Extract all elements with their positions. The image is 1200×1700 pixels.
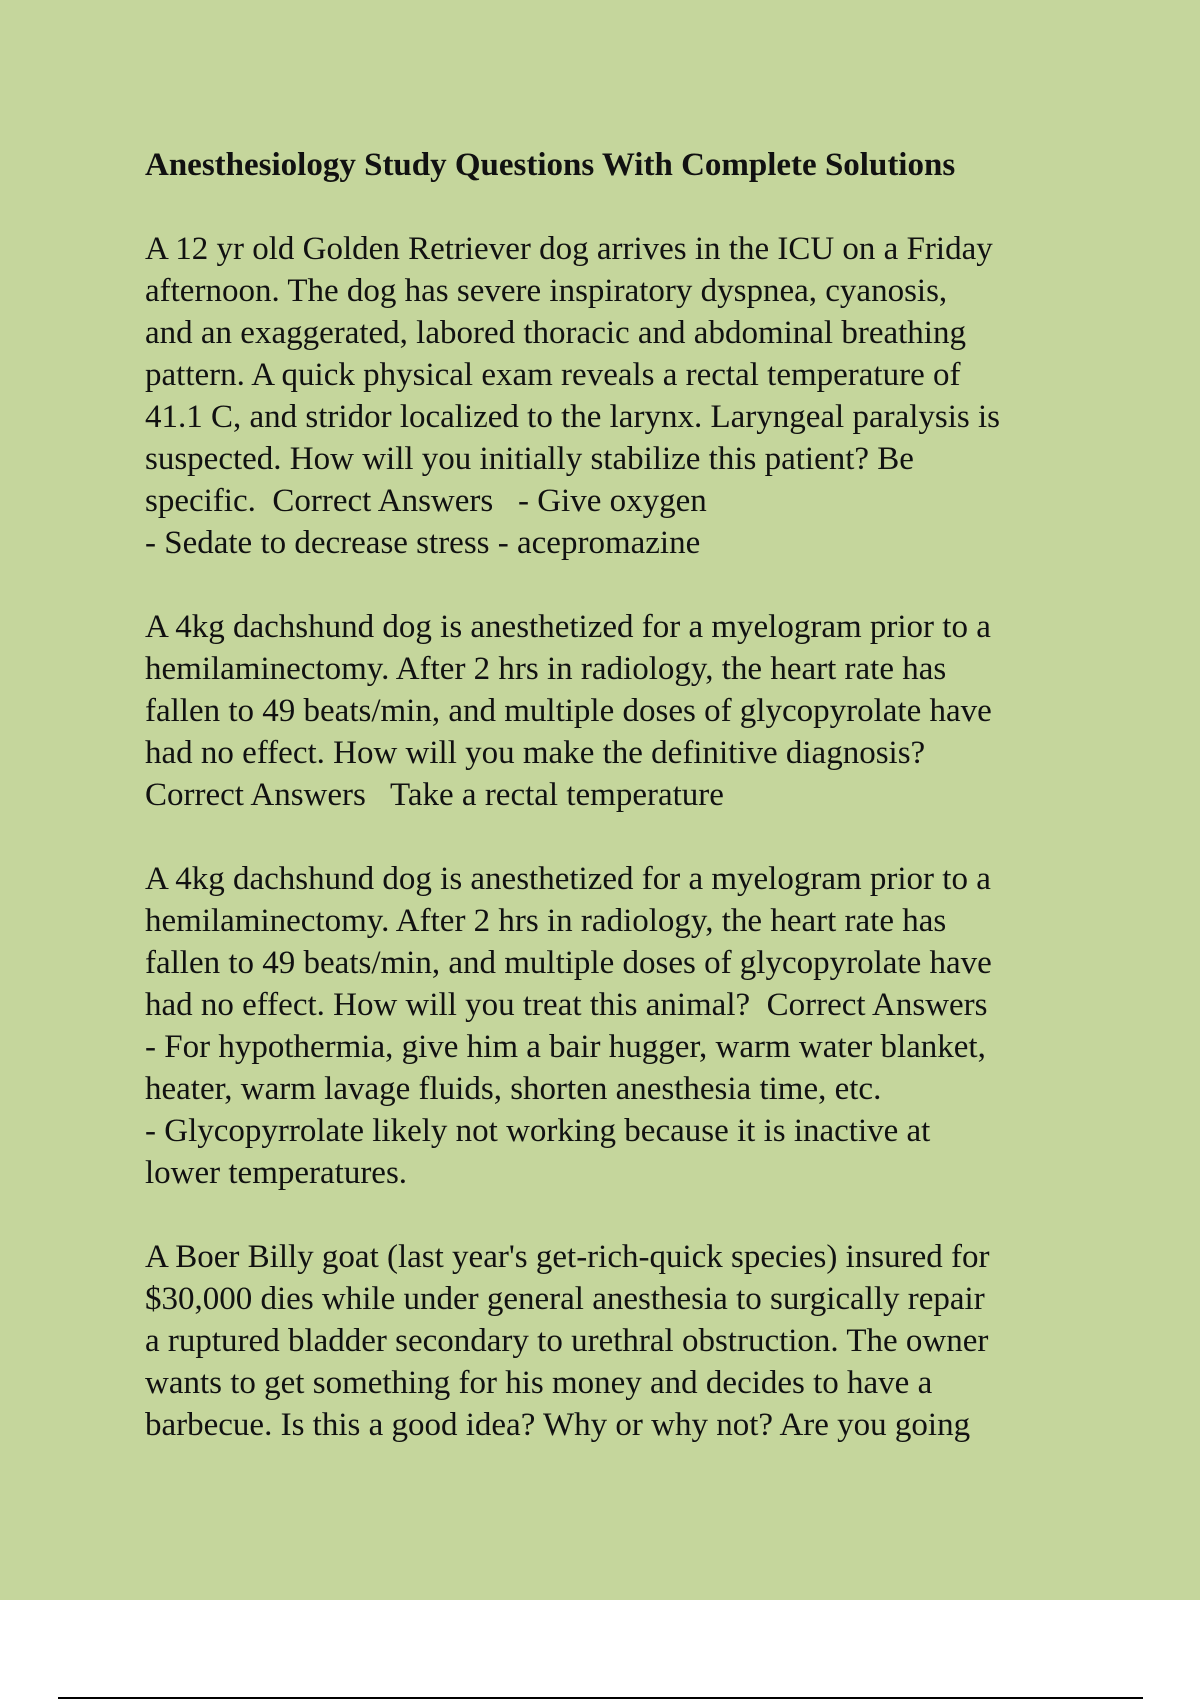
paragraph-line: and an exaggerated, labored thoracic and abdominal breathing — [145, 315, 966, 351]
paragraph-line: heater, warm lavage fluids, shorten anesthesia time, etc. — [145, 1071, 882, 1107]
paragraph-line: had no effect. How will you make the definitive diagnosis? — [145, 735, 926, 771]
paragraph-line: pattern. A quick physical exam reveals a rectal temperature of — [145, 357, 961, 393]
paragraph-line: specific. Correct Answers - Give oxygen — [145, 483, 707, 519]
question-paragraph — [145, 858, 1145, 1194]
paragraph-line: - Sedate to decrease stress - acepromazine — [145, 525, 701, 561]
paragraph-line: $30,000 dies while under general anesthesia to surgically repair — [145, 1281, 985, 1317]
document-body — [145, 144, 1145, 1488]
paragraph-line: A 4kg dachshund dog is anesthetized for a myelogram prior to a — [145, 861, 991, 897]
paragraph-line: lower temperatures. — [145, 1155, 408, 1191]
paragraph-line: a ruptured bladder secondary to urethral obstruction. The owner — [145, 1323, 989, 1359]
document-title: Anesthesiology Study Questions With Complete Solutions — [145, 147, 956, 183]
paragraph-line: - Glycopyrrolate likely not working because it is inactive at — [145, 1113, 931, 1149]
paragraph-line: A Boer Billy goat (last year's get-rich-quick species) insured for — [145, 1239, 990, 1275]
paragraph-line: hemilaminectomy. After 2 hrs in radiology, the heart rate has — [145, 651, 947, 687]
paragraph-line: afternoon. The dog has severe inspiratory dyspnea, cyanosis, — [145, 273, 948, 309]
paragraph-line: fallen to 49 beats/min, and multiple doses of glycopyrolate have — [145, 945, 992, 981]
paragraph-line: hemilaminectomy. After 2 hrs in radiology, the heart rate has — [145, 903, 947, 939]
paragraph-line: Correct Answers Take a rectal temperature — [145, 777, 724, 813]
paragraph-line: A 12 yr old Golden Retriever dog arrives in the ICU on a Friday — [145, 231, 993, 267]
question-list — [145, 228, 1145, 1446]
question-paragraph — [145, 1236, 1145, 1446]
paragraph-line: barbecue. Is this a good idea? Why or why not? Are you going — [145, 1407, 971, 1443]
question-paragraph — [145, 228, 1145, 564]
paragraph-line: wants to get something for his money and decides to have a — [145, 1365, 933, 1401]
paragraph-line: fallen to 49 beats/min, and multiple doses of glycopyrolate have — [145, 693, 992, 729]
paragraph-line: 41.1 C, and stridor localized to the larynx. Laryngeal paralysis is — [145, 399, 1001, 435]
footer-divider — [58, 1697, 1143, 1699]
question-paragraph — [145, 606, 1145, 816]
paragraph-line: - For hypothermia, give him a bair hugger, warm water blanket, — [145, 1029, 986, 1065]
paragraph-line: suspected. How will you initially stabilize this patient? Be — [145, 441, 914, 477]
paragraph-line: A 4kg dachshund dog is anesthetized for a myelogram prior to a — [145, 609, 991, 645]
paragraph-line: had no effect. How will you treat this animal? Correct Answers — [145, 987, 988, 1023]
